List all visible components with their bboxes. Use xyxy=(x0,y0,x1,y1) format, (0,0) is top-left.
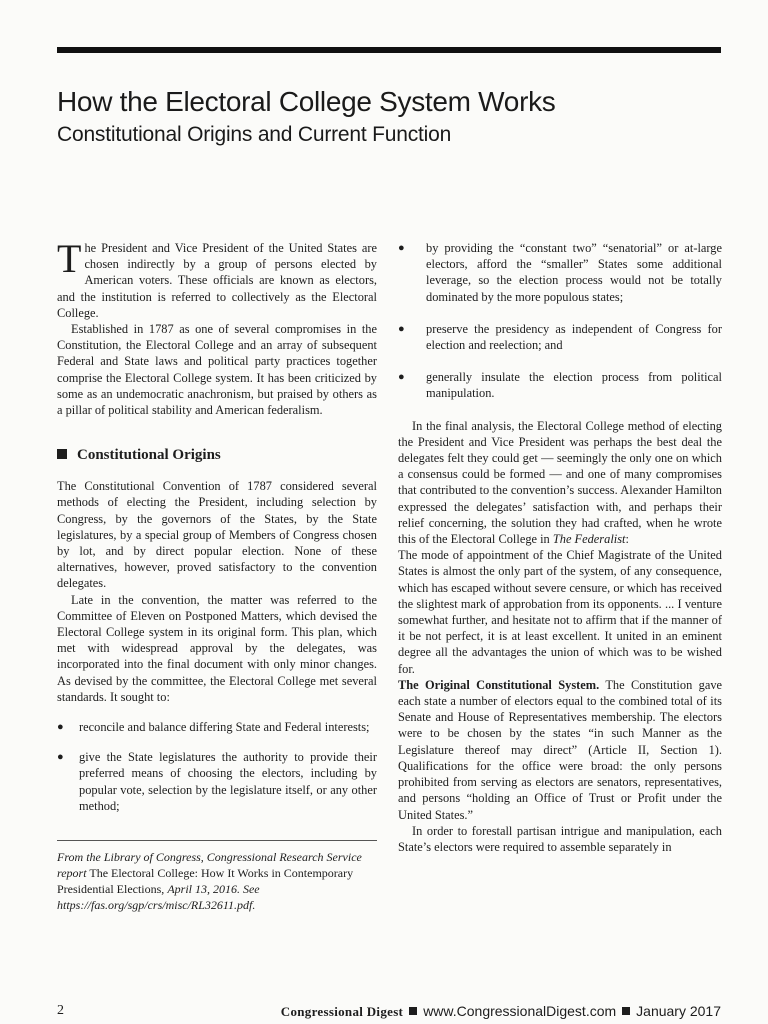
list-item: ● reconcile and balance differing State and Federal interests; xyxy=(57,719,377,735)
intro-paragraph: The President and Vice President of the United States are chosen indirectly by a group of persons elected by American voters. These officials are known as electors, and the institution is referred to collectively as the Electoral College. xyxy=(57,236,377,320)
body-paragraph: In order to forestall partisan intrigue and manipulation, each State’s electors were required to assemble separately in xyxy=(398,823,722,854)
section-heading: Constitutional Origins xyxy=(57,446,377,464)
left-column xyxy=(57,236,377,913)
article-subtitle: Constitutional Origins and Current Function xyxy=(57,123,452,146)
website-url: www.CongressionalDigest.com xyxy=(423,1003,617,1019)
source-note: From the Library of Congress, Congressional Research Service report The Electoral College: How It Works in Contemporary Presidential Elections, April 13, 2016. See https://fas.org/sgp/crs/misc/RL32611.pdf. xyxy=(57,840,377,913)
article-title: How the Electoral College System Works xyxy=(57,86,556,117)
page-number: 2 xyxy=(57,1003,64,1018)
list-item: ● by providing the “constant two” “senatorial” or at-large electors, afford the “smaller” States some additional leverage, so the election process would not be totally dominated by the more populous states; xyxy=(398,240,722,305)
body-paragraph: Late in the convention, the matter was referred to the Committee of Eleven on Postponed Matters, which devised the Electoral College system in its original form. This plan, which met with widespread approval by the delegates, was incorporated into the final document with only minor changes. As devised by the committee, the Electoral College met several standards. It sought to: xyxy=(57,592,377,704)
page-footer xyxy=(281,1003,721,1021)
square-separator-icon xyxy=(409,1007,417,1015)
square-separator-icon xyxy=(622,1007,630,1015)
issue-date: January 2017 xyxy=(636,1003,721,1019)
standards-list xyxy=(57,719,377,814)
run-in-heading: The Original Constitutional System. xyxy=(398,677,600,692)
right-column xyxy=(398,240,722,855)
body-paragraph: The Constitutional Convention of 1787 considered several methods of electing the President, including selection by Congress, by the governors of the States, by the State legislatures, by a special group of Members of Congress chosen by lot, and by direct popular election. None of these alternatives, however, proved satisfactory to the convention delegates. xyxy=(57,479,377,591)
list-item: ● give the State legislatures the authority to provide their preferred means of choosing the electors, including by popular vote, selection by the legislature itself, or any other method; xyxy=(57,749,377,814)
body-paragraph: In the final analysis, the Electoral College method of electing the President and Vice President was perhaps the best deal the delegates felt they could get — seemingly the only one on which a consensus could be formed — and one of many compromises that contributed to the convention’s success. Alexander Hamilton expressed the delegates’ satisfaction with, and perhaps their relief concerning, the solution they had crafted, when he wrote this of the Electoral College in The Federalist: xyxy=(398,418,722,547)
standards-list-continued xyxy=(398,240,722,402)
drop-cap: T xyxy=(57,236,82,281)
body-paragraph: The Original Constitutional System. The Constitution gave each state a number of electors equal to the combined total of its Senate and House of Representatives membership. The electors were to be chosen by the states “in such Manner as the Legislature thereof may direct” (Article II, Section 1). Qualifications for the office were broad: the only persons prohibited from serving as electors are senators, representatives, and persons “holding an Office of Trust or Profit under the United States.” xyxy=(398,677,723,822)
intro-paragraph-2: Established in 1787 as one of several compromises in the Constitution, the Electoral College and an array of subsequent Federal and State laws and political party practices together comprise the Electoral College system. It has been criticized by some as an undemocratic anachronism, but praised by others as a pillar of political stability and American federalism. xyxy=(57,322,377,418)
block-quote: The mode of appointment of the Chief Magistrate of the United States is almost the only part of the system, of any consequence, which has escaped without severe censure, or which has received the slightest mark of approbation from its opponents. ... I venture somewhat further, and hesitate not to affirm that if the manner of it be not perfect, it is at least excellent. It united in an eminent degree all the advantages the union of which was to be wished for. xyxy=(398,548,722,676)
list-item: ● generally insulate the election process from political manipulation. xyxy=(398,369,722,401)
square-bullet-icon xyxy=(57,449,67,459)
list-item: ● preserve the presidency as independent of Congress for election and reelection; and xyxy=(398,321,722,353)
publication-name: Congressional Digest xyxy=(280,1004,404,1019)
header-rule xyxy=(57,47,721,53)
